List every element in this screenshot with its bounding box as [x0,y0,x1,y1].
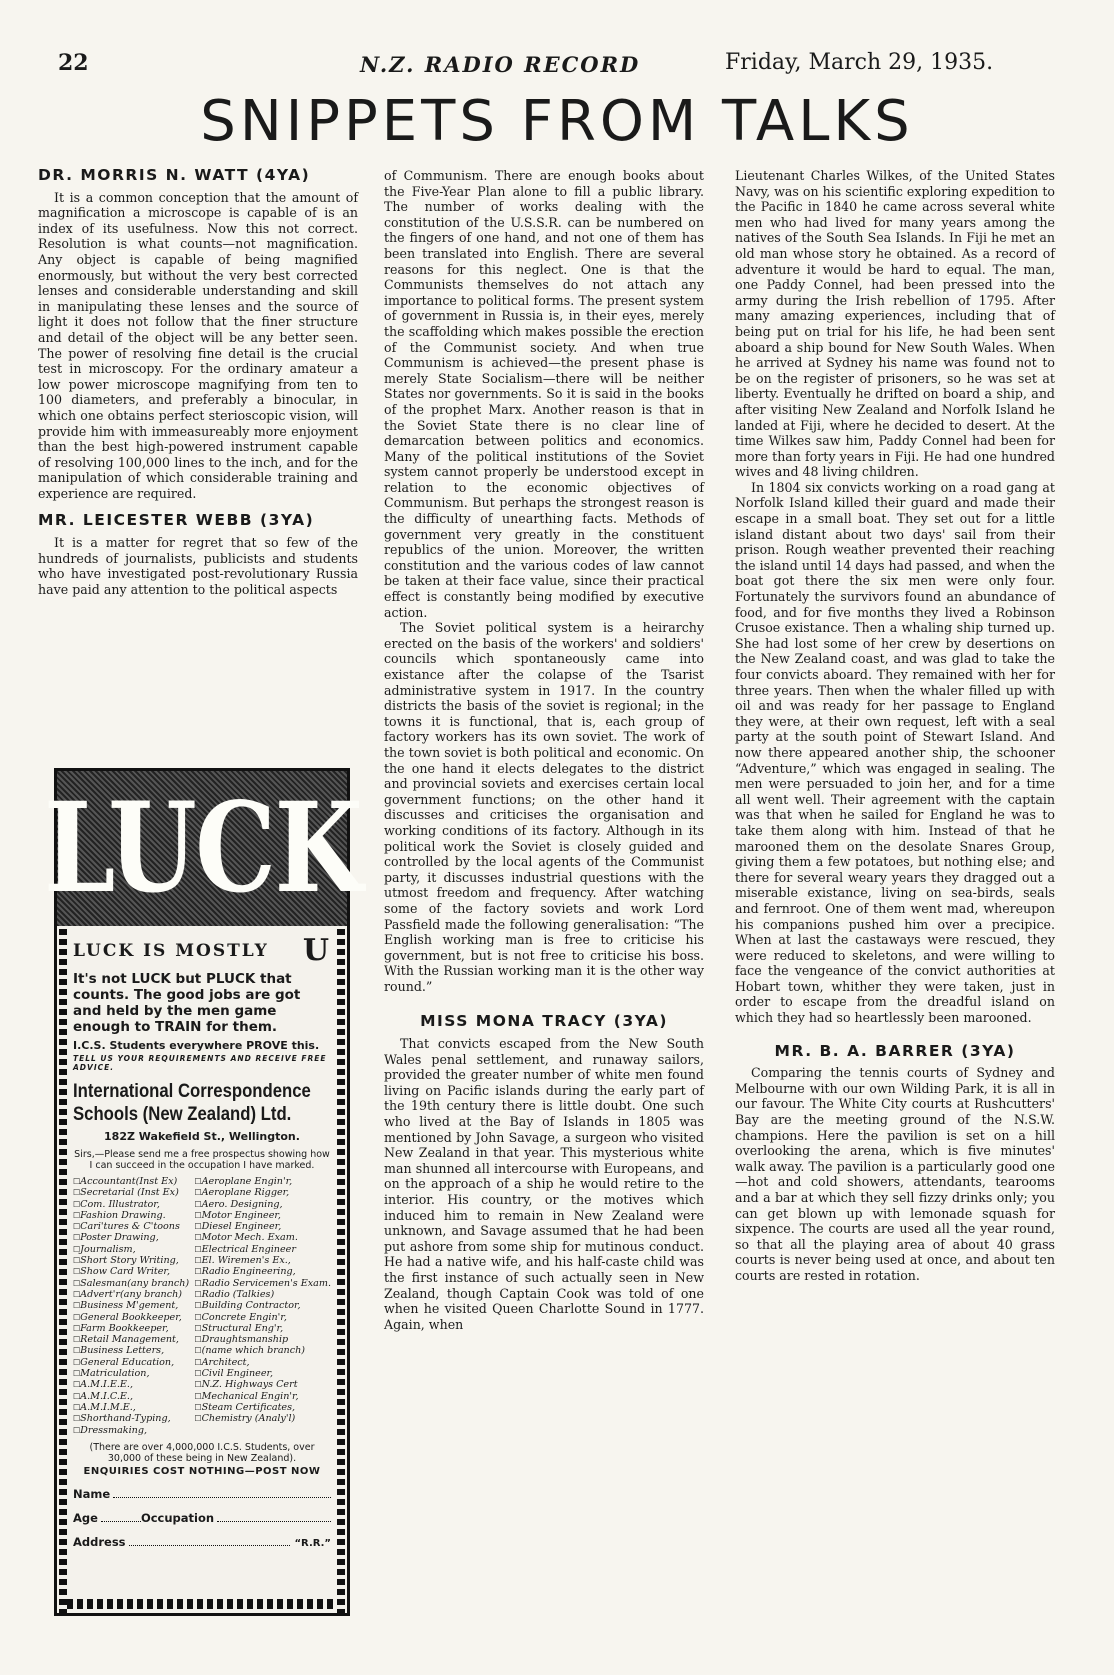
article-paragraph: It is a matter for regret that so few of the hundreds of journalists, publicists and students who have investigated post-revolutionary Russia have paid any attention to the political aspects [38,535,358,597]
name-label: Name [73,1486,111,1501]
school-address: 182Z Wakefield St., Wellington. [104,1130,300,1143]
ics-advertisement [43,768,361,1616]
column-2 [384,168,704,1332]
page-number: 22 [58,50,89,76]
course-checkbox[interactable]: ☐ Structural Eng'r, [194,1323,331,1334]
school-name: International Correspondence Schools (New Zealand) Ltd. [73,1081,311,1125]
ad-body [73,933,331,1559]
course-checkbox[interactable]: ☐ Aeroplane Rigger, [194,1187,331,1198]
article-paragraph: In 1804 six convicts working on a road gang at Norfolk Island killed their guard and made their escape in a small boat. They set out for a little island distant about two days' sail from their prison. Rough weather prevented their reaching the island until 14 days had passed, and when the boat got there the six men were only four. Fortunately the survivors found an abundance of food, and for five months they lived a Robinson Crusoe existance. Then a whaling ship turned up. She had lost some of her crew by desertions on the New Zealand coast, and was glad to take the four convicts aboard. They remained with her for three years. Then when the whaler filled up with oil and was ready for her passage to England they were, at their own request, left with a seal party at the south point of Stewart Island. And now there appeared another ship, the schooner “Adventure,” which was engaged in sealing. The men were persuaded to join her, and for a time all went well. Their agreement with the captain was that when he sailed for England he was to take them along with him. Instead of that he marooned them on the desolate Snares Group, giving them a few potatoes, but nothing else; and there for several weary years they dragged out a miserable existance, living on sea-birds, seals and fernroot. One of them went mad, whereupon his companions pushed him over a precipice. When at last the castaways were rescued, they were reduced to skeletons, and were willing to face the vengeance of the convict authorities at Hobart town, whither they were taken, just in order to escape from the dreadful island on which they had so heartlessly been marooned. [735,479,1055,1026]
course-column-right [194,1176,331,1436]
course-checkbox[interactable]: ☐ Radio Engineering, [194,1266,331,1277]
course-column-left [73,1176,190,1436]
course-checkbox[interactable]: ☐ N.Z. Highways Cert [194,1379,331,1390]
course-checkbox[interactable]: ☐ Fashion Drawing. [73,1210,190,1221]
column-3 [735,168,1055,1284]
column-1 [38,168,358,597]
course-checkbox[interactable]: ☐ Business M'gement, [73,1300,190,1311]
issue-date: Friday, March 29, 1935. [725,50,994,75]
byline-mona-tracy: MISS MONA TRACY (3YA) [420,1012,668,1031]
coupon-code: “R.R.” [294,1537,331,1549]
course-checkbox[interactable]: ☐ Building Contractor, [194,1300,331,1311]
course-checkbox[interactable]: ☐ Cari'tures & C'toons [73,1221,190,1232]
course-checkbox[interactable]: ☐ Radio (Talkies) [194,1289,331,1300]
course-checkbox[interactable]: ☐ A.M.I.C.E., [73,1391,190,1402]
course-checkbox[interactable]: ☐ Motor Mech. Exam. [194,1232,331,1243]
publication-name: N.Z. RADIO RECORD [360,52,641,77]
ad-stats: (There are over 4,000,000 I.C.S. Students, over 30,000 of these being in New Zealand). [89,1441,315,1464]
course-checkbox[interactable]: ☐ Business Letters, [73,1345,190,1356]
age-field[interactable] [101,1511,141,1522]
course-checkbox[interactable]: ☐ Draughtsmanship [194,1334,331,1345]
article-paragraph: Lieutenant Charles Wilkes, of the United States Navy, was on his scientific exploring expedition to the Pacific in 1840 he came across several white men who had lived for many years among the natives of the South Sea Islands. In Fiji he met an old man whose story he obtained. As a record of adventure it would be hard to equal. The man, one Paddy Connel, had been pressed into the army during the Irish rebellion of 1795. After many amazing experiences, including that of being put on trial for his life, he had been sent aboard a ship bound for New South Wales. When he arrived at Sydney his name was found not to be on the register of prisoners, so he was set at liberty. Eventually he drifted on board a ship, and after visiting New Zealand and Norfolk Island he landed at Fiji, where he decided to desert. At the time Wilkes saw him, Paddy Connel had been for more than forty years in Fiji. He had one hundred wives and 48 living children. [735,168,1055,480]
age-occupation-row [73,1511,331,1525]
course-checkbox[interactable]: ☐ Electrical Engineer [194,1244,331,1255]
course-checkbox[interactable]: ☐ Chemistry (Analy'l) [194,1413,331,1424]
course-checkbox[interactable]: ☐ Motor Engineer, [194,1210,331,1221]
course-checkbox[interactable]: ☐ General Bookkeeper, [73,1312,190,1323]
course-checkbox[interactable]: ☐ Show Card Writer, [73,1266,190,1277]
course-checkbox[interactable]: ☐ Mechanical Engin'r, [194,1391,331,1402]
course-checkbox[interactable]: ☐ (name which branch) [194,1345,331,1356]
course-checkbox[interactable]: ☐ Accountant(Inst Ex) [73,1176,190,1187]
ad-border-right [337,929,345,1613]
course-checkbox[interactable]: ☐ Steam Certificates, [194,1402,331,1413]
luck-banner [43,771,361,926]
ad-headline-u: U [302,933,331,968]
article-paragraph: Comparing the tennis courts of Sydney and Melbourne with our own Wilding Park, it is all in our favour. The White City courts at Rushcutters' Bay are the meeting ground of the N.S.W. champions. Here the pavilion is set on a hill overlooking the arena, which is five minutes' walk away. The pavilion is a particularly good one—hot and cold showers, attendants, tearooms and a bar at which they sell fizzy drinks only; you can get blown up with lemonade squash for sixpence. The courts are used all the year round, so that all the playing area of about 40 grass courts is never being used at once, and about ten courts are rested in rotation. [735,1065,1055,1283]
page-title: SNIPPETS FROM TALKS [200,89,914,154]
address-row [73,1535,331,1549]
coupon-form [73,1487,331,1549]
ad-advice-line: TELL US YOUR REQUIREMENTS AND RECEIVE FREE ADVICE. [73,1054,327,1072]
luck-logo-text: LUCK [43,775,361,921]
page-header [0,50,1114,80]
course-checkbox[interactable]: ☐ A.M.I.M.E., [73,1402,190,1413]
coupon-instructions: Sirs,—Please send me a free prospectus showing how I can succeed in the occupation I have marked. [74,1149,330,1171]
course-checkbox[interactable]: ☐ Radio Servicemen's Exam. [194,1278,331,1289]
course-checkbox[interactable]: ☐ Journalism, [73,1244,190,1255]
course-checkbox[interactable]: ☐ Matriculation, [73,1368,190,1379]
address-label: Address [73,1534,126,1549]
byline-leicester-webb: MR. LEICESTER WEBB (3YA) [38,511,315,530]
course-checkbox[interactable]: ☐ Farm Bookkeeper, [73,1323,190,1334]
name-field[interactable] [113,1487,331,1498]
course-checkbox[interactable]: ☐ Secretarial (Inst Ex) [73,1187,190,1198]
name-row [73,1487,331,1501]
course-checkbox[interactable]: ☐ Aeroplane Engin'r, [194,1176,331,1187]
age-label: Age [73,1510,98,1525]
article-paragraph: The Soviet political system is a heirarchy erected on the basis of the workers' and soldiers' councils which spontaneously came into existance after the colapse of the Tsarist administrative system in 1917. In the country districts the basis of the soviet is regional; in the towns it is functional, that is, each group of factory workers has its own soviet. The work of the town soviet is both political and economic. On the one hand it elects delegates to the district and provincial soviets and exercises certain local government functions; on the other hand it discusses and criticises the organisation and working conditions of its factory. Although in its political work the Soviet is closely guided and controlled by the local agents of the Communist party, it discusses industrial questions with the utmost freedom and frequency. After watching some of the factory soviets and work Lord Passfield made the following generalisation: “The English working man is free to criticise his government, but is not free to criticise his boss. With the Russian working man it is the other way round.” [384,620,704,994]
address-field[interactable] [129,1535,291,1546]
ad-headline-text: LUCK IS MOSTLY [73,941,269,961]
course-checkbox[interactable]: ☐ Concrete Engin'r, [194,1312,331,1323]
course-checkbox[interactable]: ☐ Short Story Writing, [73,1255,190,1266]
article-paragraph: of Communism. There are enough books about the Five-Year Plan alone to fill a public library. The number of works dealing with the constitution of the U.S.S.R. can be numbered on the fingers of one hand, and not one of them has been translated into English. There are several reasons for this neglect. One is that the Communists themselves do not attach any importance to political forms. The present system of government in Russia is, in their eyes, merely the scaffolding which makes possible the erection of the Communist society. And when true Communism is achieved—the present phase is merely State Socialism—there will be neither States nor governments. So it is said in the books of the prophet Marx. Another reason is that in the Soviet State there is no clear line of demarcation between politics and economics. Many of the political institutions of the Soviet system cannot properly be understood except in relation to the economic objectives of Communism. But perhaps the strongest reason is the difficulty of unearthing facts. Methods of government very greatly in the constituent republics of the union. Moreover, the written constitution and the various codes of law cannot be taken at their face value, since their practical effect is constantly being modified by executive action. [384,168,704,620]
course-checkbox[interactable]: ☐ A.M.I.E.E., [73,1379,190,1390]
byline-morris-watt: DR. MORRIS N. WATT (4YA) [38,166,311,184]
course-list [73,1176,331,1436]
occupation-label: Occupation [140,1510,215,1525]
course-checkbox[interactable]: ☐ Poster Drawing, [73,1232,190,1243]
course-checkbox[interactable]: ☐ Dressmaking, [73,1425,190,1436]
ad-enquiries: ENQUIRIES COST NOTHING—POST NOW [83,1465,321,1477]
course-checkbox[interactable]: ☐ El. Wiremen's Ex., [194,1255,331,1266]
course-checkbox[interactable]: ☐ Advert'r(any branch) [73,1289,190,1300]
course-checkbox[interactable]: ☐ Diesel Engineer, [194,1221,331,1232]
course-checkbox[interactable]: ☐ Retail Management, [73,1334,190,1345]
article-paragraph: It is a common conception that the amount of magnification a microscope is capable of is an index of its usefulness. Now this not correct. Resolution is what counts—not magnification. Any object is capable of being magnified enormously, but without the very best corrected lenses and considerable understanding and skill in manipulating these lenses and the source of light it does not follow that the finer structure and detail of the object will be any better seen. The power of resolving fine detail is the crucial test in microscopy. For the ordinary amateur a low power microscope magnifying from ten to 100 diameters, and preferably a binocular, in which one obtains perfect sterioscopic vision, will provide him with immeasureably more enjoyment than the best high-powered instrument capable of resolving 100,000 lines to the inch, and for the manipulation of which considerable training and experience are required. [38,189,358,501]
ad-border-bottom [67,1599,337,1609]
course-checkbox[interactable]: ☐ Salesman(any branch) [73,1278,190,1289]
course-checkbox[interactable]: ☐ Architect, [194,1357,331,1368]
occupation-field[interactable] [217,1511,331,1522]
course-checkbox[interactable]: ☐ Shorthand-Typing, [73,1413,190,1424]
byline-barrer: MR. B. A. BARRER (3YA) [774,1041,1016,1060]
article-paragraph: That convicts escaped from the New South Wales penal settlement, and runaway sailors, provided the greater number of white men found living on Pacific islands during the early part of the 19th century there is little doubt. One such who lived at the Bay of Islands in 1805 was mentioned by John Savage, a surgeon who visited New Zealand in that year. This mysterious white man shunned all intercourse with Europeans, and on the approach of a ship he would retire to the interior. His country, or the motives which induced him to remain in New Zealand were unknown, and Savage assumed that he had been put ashore from some ship for mutinous conduct. He had a native wife, and his half-caste child was the first instance of such actually seen in New Zealand, though Captain Cook was told of one when he visited Queen Charlotte Sound in 1777. Again, when [384,1036,704,1332]
ad-headline [73,933,331,968]
course-checkbox[interactable]: ☐ Civil Engineer, [194,1368,331,1379]
ad-border-left [59,929,67,1613]
ad-students-line: I.C.S. Students everywhere PROVE this. [73,1039,320,1052]
course-checkbox[interactable]: ☐ Aero. Designing, [194,1199,331,1210]
course-checkbox[interactable]: ☐ General Education, [73,1357,190,1368]
course-checkbox[interactable]: ☐ Com. Illustrator, [73,1199,190,1210]
ad-pitch: It's not LUCK but PLUCK that counts. The good jobs are got and held by the men game enough to TRAIN for them. [73,971,301,1035]
